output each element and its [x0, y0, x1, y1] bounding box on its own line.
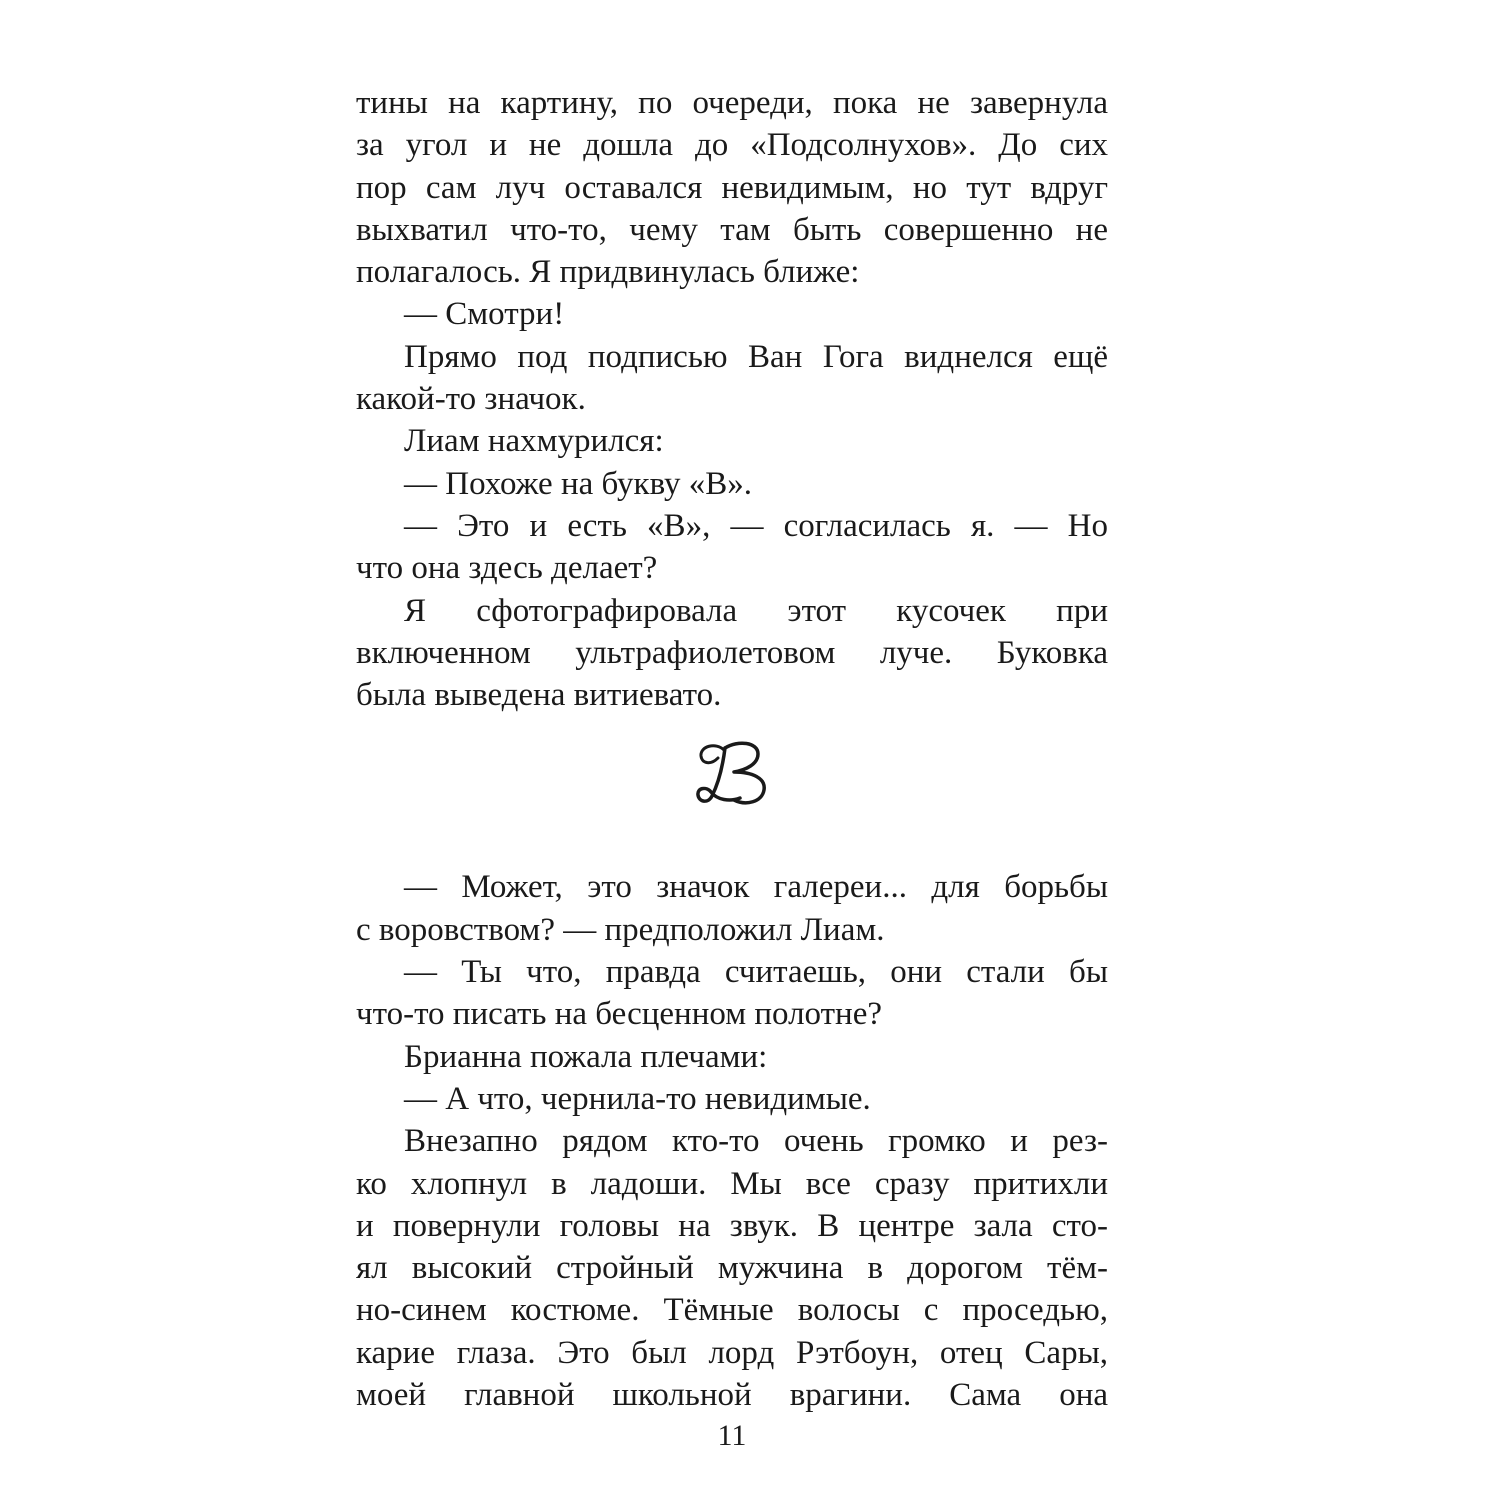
text-line: но-синем костюме. Тёмные волосы с проседью, — [356, 1292, 1108, 1329]
text-block-1 — [356, 82, 1108, 716]
text-line: — Похоже на букву «В». — [404, 465, 753, 502]
text-line: за угол и не дошла до «Подсолнухов». До сих — [356, 127, 1108, 164]
text-line: пор сам луч оставался невидимым, но тут вдруг — [356, 169, 1108, 206]
text-line: тины на картину, по очереди, пока не завернула — [356, 85, 1108, 121]
text-line: — Ты что, правда считаешь, они стали бы — [404, 954, 1108, 991]
text-line: что-то писать на бесценном полотне? — [356, 996, 882, 1033]
text-line: — Смотри! — [404, 296, 565, 333]
text-line: что она здесь делает? — [356, 550, 658, 587]
page-body — [356, 82, 1108, 1416]
text-line: — Это и есть «В», — согласилась я. — Но — [404, 507, 1108, 544]
text-line: — Может, это значок галереи... для борьбы — [404, 869, 1108, 906]
text-line: какой-то значок. — [356, 381, 586, 418]
page-number: 11 — [717, 1419, 747, 1452]
text-line: Брианна пожала плечами: — [404, 1038, 768, 1075]
text-line: Я сфотографировала этот кусочек при — [404, 592, 1108, 629]
text-line: выхватил что-то, чему там быть совершенно не — [356, 211, 1108, 248]
text-line: включенном ультрафиолетовом луче. Буковка — [356, 634, 1108, 671]
text-line: моей главной школьной врагини. Сама она — [356, 1377, 1108, 1414]
text-line: Лиам нахмурился: — [404, 423, 664, 460]
text-line: ял высокий стройный мужчина в дорогом тём- — [356, 1250, 1108, 1287]
text-line: полагалось. Я придвинулась ближе: — [356, 254, 860, 291]
text-line: Внезапно рядом кто-то очень громко и рез- — [404, 1123, 1108, 1160]
text-line: карие глаза. Это был лорд Рэтбоун, отец Сары, — [356, 1334, 1108, 1371]
text-line: ко хлопнул в ладоши. Мы все сразу притихли — [356, 1165, 1108, 1202]
script-letter-v-icon — [694, 738, 774, 808]
text-block-2 — [356, 866, 1108, 1416]
text-line: Прямо под подписью Ван Гога виднелся ещё — [404, 338, 1108, 375]
text-line: и повернули головы на звук. В центре зала сто- — [356, 1207, 1108, 1244]
text-line: с воровством? — предположил Лиам. — [356, 911, 885, 948]
text-line: была выведена витиевато. — [356, 677, 722, 714]
text-line: — А что, чернила-то невидимые. — [404, 1080, 871, 1117]
ornamental-letter — [356, 716, 1108, 866]
